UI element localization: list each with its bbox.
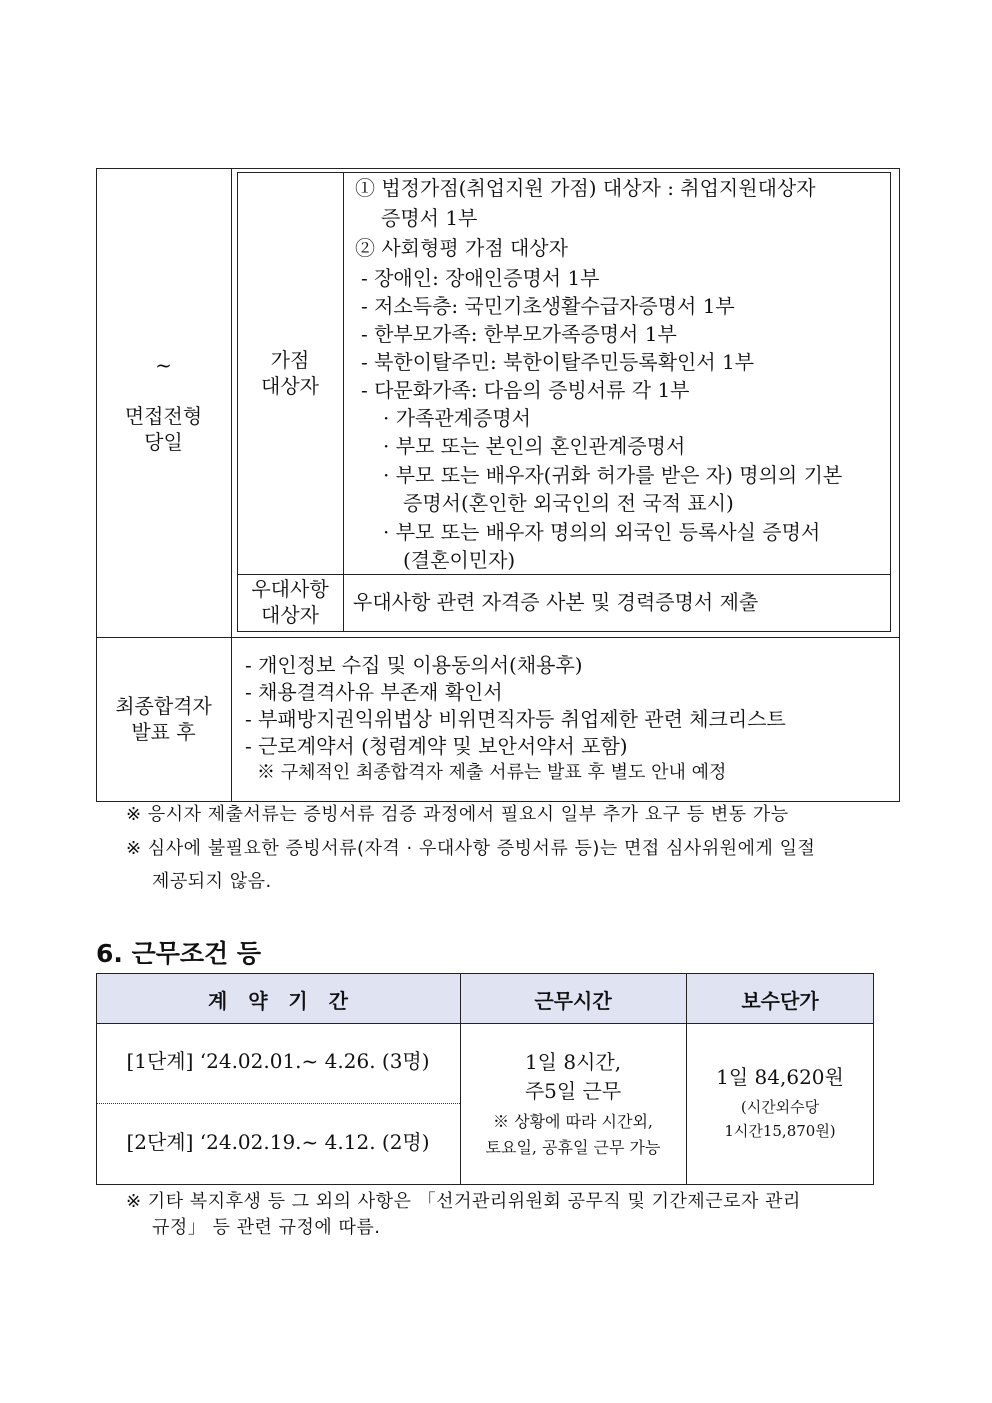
udae-label-line1: 우대사항 — [251, 577, 329, 601]
gajeom-line: 증명서(혼인한 외국인의 전 국적 표시) — [403, 491, 734, 515]
gajeom-line: - 다문화가족: 다음의 증빙서류 각 1부 — [361, 378, 690, 402]
gajeom-line: 증명서 1부 — [381, 206, 478, 230]
note-line: ※ 심사에 불필요한 증빙서류(자격 · 우대사항 증빙서류 등)는 면접 심사위원에게 일절 — [126, 838, 816, 859]
row2-line: - 채용결격사유 부존재 확인서 — [245, 680, 503, 704]
pay-main: 1일 84,620원 — [716, 1065, 844, 1089]
section-title: 6. 근무조건 등 — [96, 939, 262, 968]
row2-label-line1: 최종합격자 — [115, 694, 212, 718]
gajeom-line: - 북한이탈주민: 북한이탈주민등록확인서 1부 — [361, 350, 755, 374]
header-hours: 근무시간 — [534, 989, 612, 1013]
hours-note-2: 토요일, 공휴일 근무 가능 — [485, 1138, 661, 1157]
row2-note: ※ 구체적인 최종합격자 제출 서류는 발표 후 별도 안내 예정 — [257, 762, 727, 783]
row2-label-line2: 발표 후 — [131, 720, 196, 744]
udae-label-line2: 대상자 — [261, 603, 319, 627]
gajeom-label-line2: 대상자 — [261, 374, 319, 398]
gajeom-line: - 한부모가족: 한부모가족증명서 1부 — [361, 322, 677, 346]
note-line: 규정」 등 관련 규정에 따름. — [152, 1217, 381, 1238]
pay-note-2: 1시간15,870원) — [724, 1122, 836, 1140]
gajeom-line: ① 법정가점(취업지원 가점) 대상자 : 취업지원대상자 — [355, 176, 816, 200]
header-pay: 보수단가 — [741, 989, 819, 1013]
gajeom-line: (결혼이민자) — [403, 548, 516, 572]
row2-line: - 개인정보 수집 및 이용동의서(채용후) — [245, 653, 583, 677]
hours-main-2: 주5일 근무 — [524, 1079, 622, 1103]
period-row-1: [1단계] ‘24.02.01.~ 4.26. (3명) — [126, 1049, 430, 1073]
gajeom-line: · 가족관계증명서 — [383, 406, 531, 430]
period-row-2: [2단계] ‘24.02.19.~ 4.12. (2명) — [126, 1130, 430, 1154]
note-line: 제공되지 않음. — [152, 871, 272, 892]
gajeom-line: - 저소득층: 국민기초생활수급자증명서 1부 — [361, 294, 735, 318]
row1-label-tilde: ~ — [155, 353, 172, 377]
gajeom-line: · 부모 또는 본인의 혼인관계증명서 — [383, 434, 686, 458]
row2-line: - 근로계약서 (청렴계약 및 보안서약서 포함) — [245, 734, 628, 758]
note-line: ※ 응시자 제출서류는 증빙서류 검증 과정에서 필요시 일부 추가 요구 등 변동 가능 — [126, 804, 789, 825]
gajeom-line: ② 사회형평 가점 대상자 — [355, 236, 568, 260]
table2-dotted-divider — [97, 1103, 460, 1104]
hours-main-1: 1일 8시간, — [524, 1050, 622, 1074]
pay-note-1: (시간외수당 — [740, 1098, 820, 1116]
header-period: 계 약 기 간 — [208, 989, 348, 1013]
row2-line: - 부패방지권익위법상 비위면직자등 취업제한 관련 체크리스트 — [245, 707, 786, 731]
table1-row-divider — [96, 637, 900, 638]
gajeom-line: - 장애인: 장애인증명서 1부 — [361, 266, 600, 290]
udae-text: 우대사항 관련 자격증 사본 및 경력증명서 제출 — [353, 590, 759, 614]
row1-label-line1: 면접전형 — [124, 404, 203, 428]
inner-row-divider — [237, 574, 891, 575]
note-line: ※ 기타 복지후생 등 그 외의 사항은 「선거관리위원회 공무직 및 기간제근로자 관리 — [126, 1191, 801, 1212]
table1-divider — [231, 168, 232, 802]
row1-label-line2: 당일 — [144, 430, 183, 454]
inner-divider — [343, 172, 344, 632]
table2-header-divider — [96, 1023, 874, 1024]
gajeom-line: · 부모 또는 배우자(귀화 허가를 받은 자) 명의의 기본 — [383, 463, 843, 487]
gajeom-line: · 부모 또는 배우자 명의의 외국인 등록사실 증명서 — [383, 520, 821, 544]
hours-note-1: ※ 상황에 따라 시간외, — [493, 1112, 653, 1131]
gajeom-label-line1: 가점 — [270, 348, 310, 372]
